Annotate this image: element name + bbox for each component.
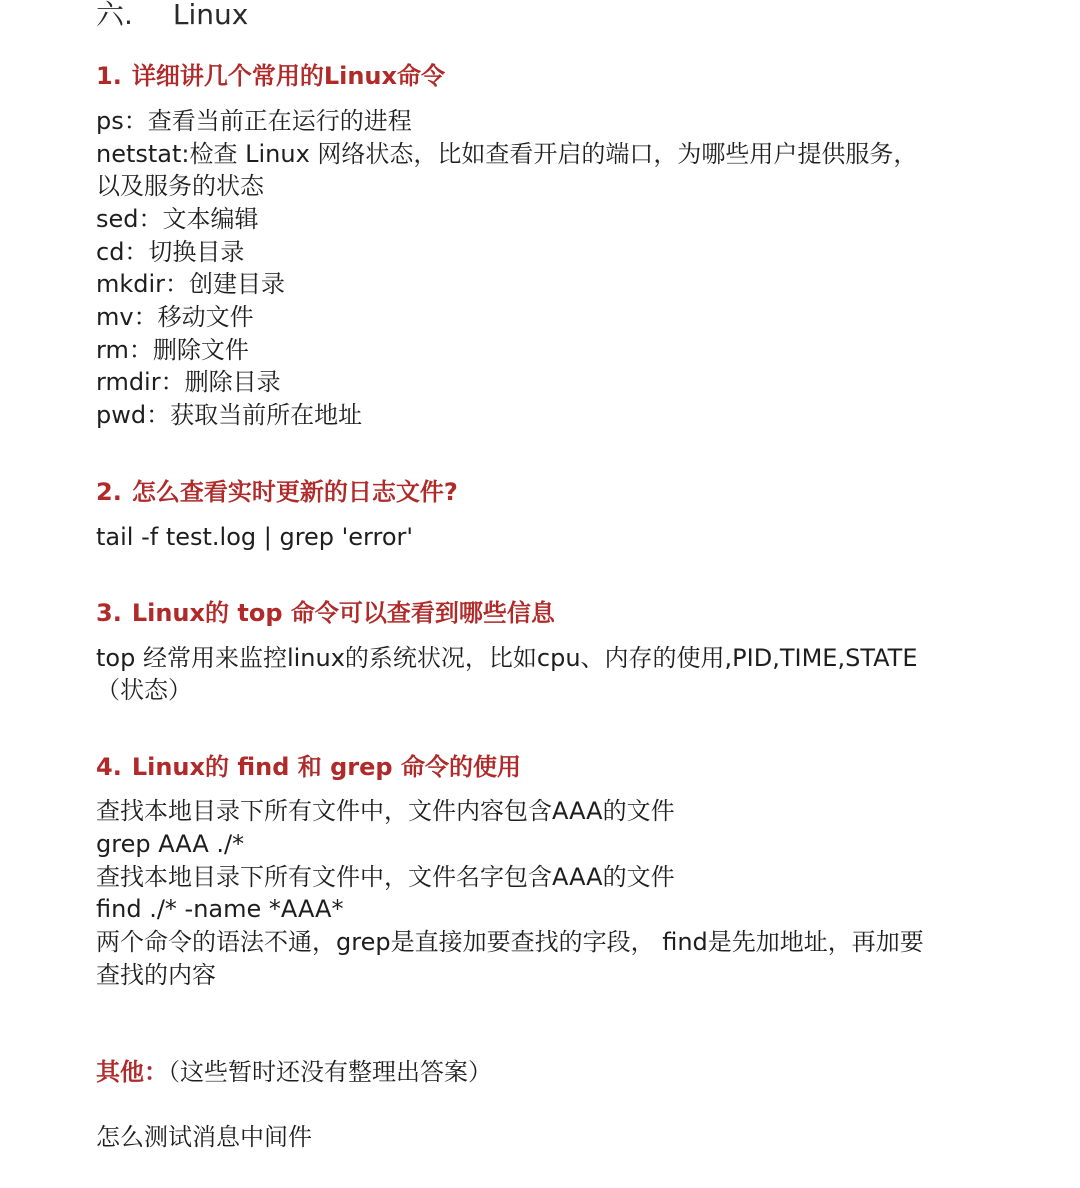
body-line: sed：文本编辑 — [96, 205, 259, 233]
chapter-heading — [96, 0, 248, 30]
body-line: 两个命令的语法不通，grep是直接加要查找的字段， find是先加地址，再加要 — [96, 928, 924, 956]
section-2-heading — [96, 477, 458, 507]
code-line: tail -f test.log | grep 'error' — [96, 523, 413, 551]
body-line: pwd：获取当前所在地址 — [96, 401, 363, 429]
body-line: rmdir：删除目录 — [96, 368, 281, 396]
body-line: 查找本地目录下所有文件中，文件内容包含AAA的文件 — [96, 797, 675, 825]
chapter-title: Linux — [172, 0, 249, 31]
section-1-heading — [96, 61, 445, 91]
body-line: （状态） — [96, 676, 192, 704]
body-line: netstat:检查 Linux 网络状态，比如查看开启的端口，为哪些用户提供服务， — [96, 140, 918, 168]
body-line: cd：切换目录 — [96, 238, 245, 266]
body-line: top 经常用来监控linux的系统状况，比如cpu、内存的使用,PID,TIME,STATE — [96, 644, 918, 672]
body-line: 查找的内容 — [96, 961, 216, 989]
code-line: find ./* -name *AAA* — [96, 895, 344, 923]
section-number: 4. — [96, 753, 122, 781]
section-title: 怎么查看实时更新的日志文件? — [131, 478, 458, 506]
section-number: 2. — [96, 478, 122, 506]
other-question: 怎么测试消息中间件 — [96, 1123, 312, 1151]
section-number: 3. — [96, 599, 122, 627]
section-title: 详细讲几个常用的Linux命令 — [131, 62, 445, 90]
body-line: rm：删除文件 — [96, 336, 249, 364]
body-line: mkdir：创建目录 — [96, 270, 286, 298]
section-title: Linux的 find 和 grep 命令的使用 — [131, 753, 521, 781]
other-label: 其他： — [96, 1058, 168, 1086]
body-line: 以及服务的状态 — [96, 172, 264, 200]
chapter-number: 六. — [96, 0, 133, 31]
section-title: Linux的 top 命令可以查看到哪些信息 — [131, 599, 555, 627]
section-number: 1. — [96, 62, 122, 90]
body-line: 查找本地目录下所有文件中，文件名字包含AAA的文件 — [96, 863, 675, 891]
code-line: grep AAA ./* — [96, 830, 245, 858]
other-note: （这些暂时还没有整理出答案） — [168, 1058, 492, 1086]
section-3-heading — [96, 598, 555, 628]
body-line: ps：查看当前正在运行的进程 — [96, 107, 412, 135]
other-heading — [96, 1057, 492, 1087]
body-line: mv：移动文件 — [96, 303, 254, 331]
section-4-heading — [96, 752, 521, 782]
